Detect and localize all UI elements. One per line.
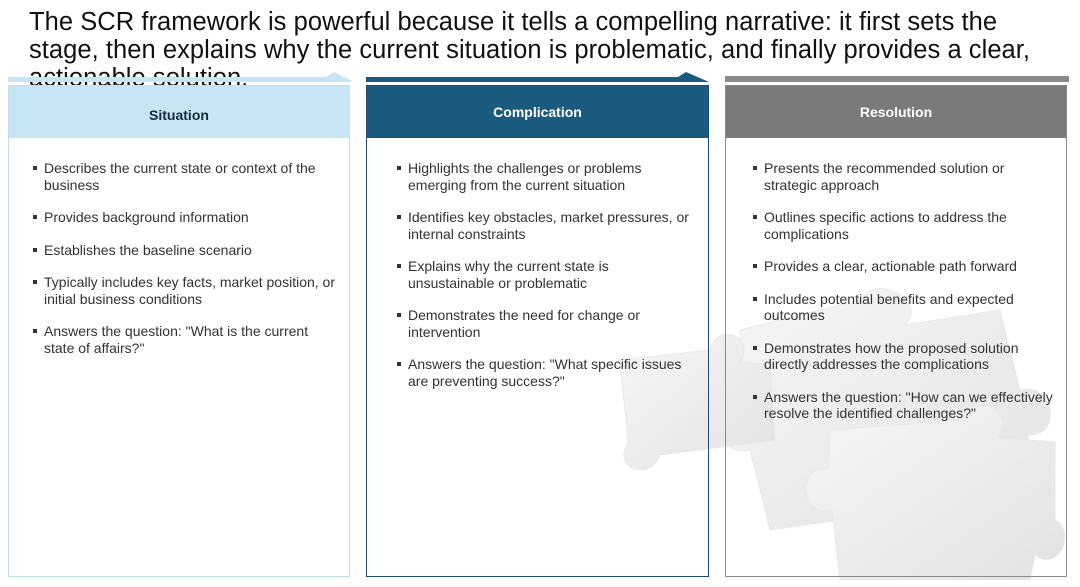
list-item: Answers the question: "What is the current state of affairs?" (33, 323, 339, 356)
slide-headline: The SCR framework is powerful because it tells a compelling narrative: it first sets the stage, then explains why the current situation is problematic, and finally provides a clear, (29, 8, 1031, 64)
list-item: Identifies key obstacles, market pressures, or internal constraints (397, 209, 698, 242)
list-item: Establishes the baseline scenario (33, 242, 339, 259)
list-item: Includes potential benefits and expected outcomes (753, 291, 1056, 324)
list-item: Explains why the current state is unsustainable or problematic (397, 258, 698, 291)
list-item: Provides background information (33, 209, 339, 226)
resolution-column (725, 85, 1067, 577)
complication-column (366, 85, 709, 577)
complication-accent-bar (366, 71, 712, 85)
list-item: Answers the question: "How can we effectively resolve the identified challenges?" (753, 389, 1056, 422)
resolution-header: Resolution (726, 86, 1066, 138)
resolution-bullet-list (753, 160, 1056, 422)
list-item: Presents the recommended solution or strategic approach (753, 160, 1056, 193)
list-item: Answers the question: "What specific issues are preventing success?" (397, 356, 698, 389)
situation-bullet-list (33, 160, 339, 356)
list-item: Describes the current state or context of the business (33, 160, 339, 193)
list-item: Demonstrates how the proposed solution directly addresses the complications (753, 340, 1056, 373)
list-item: Highlights the challenges or problems emerging from the current situation (397, 160, 698, 193)
list-item: Outlines specific actions to address the complications (753, 209, 1056, 242)
situation-column (8, 85, 350, 577)
situation-accent-bar (8, 71, 354, 85)
complication-header: Complication (367, 86, 708, 138)
list-item: Provides a clear, actionable path forward (753, 258, 1056, 275)
complication-bullet-list (397, 160, 698, 389)
list-item: Demonstrates the need for change or intervention (397, 307, 698, 340)
resolution-accent-bar (725, 71, 1069, 85)
situation-header: Situation (9, 86, 349, 138)
list-item: Typically includes key facts, market position, or initial business conditions (33, 274, 339, 307)
